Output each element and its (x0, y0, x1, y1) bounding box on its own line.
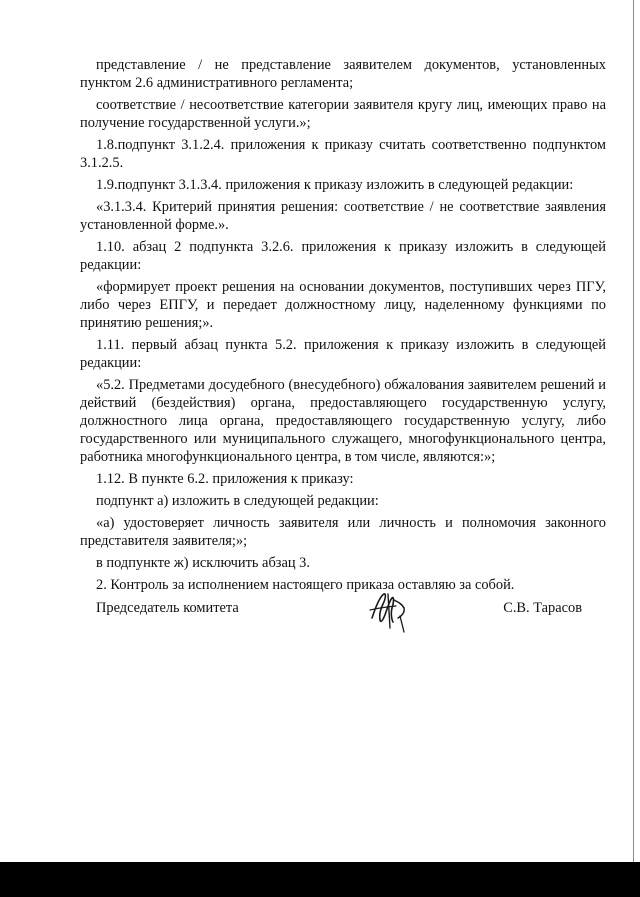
paragraph-5: «3.1.3.4. Критерий принятия решения: соответствие / не соответствие заявления установленной форме.». (80, 199, 606, 233)
paragraph-8: 1.11. первый абзац пункта 5.2. приложения к приказу изложить в следующей редакции: (80, 337, 606, 371)
paragraph-10: 1.12. В пункте 6.2. приложения к приказу: (96, 471, 354, 487)
handwritten-signature-icon (364, 588, 410, 634)
paragraph-13: в подпункте ж) исключить абзац 3. (96, 555, 310, 571)
paragraph-3: 1.8.подпункт 3.1.2.4. приложения к приказу считать соответственно подпунктом 3.1.2.5. (80, 137, 606, 171)
signatory-name: С.В. Тарасов (503, 600, 582, 616)
paragraph-9: «5.2. Предметами досудебного (внесудебного) обжалования заявителем решений и действий (бездействия) органа, предоставляющего государственную услугу, должностного лица органа, предоставляющего государственную услугу, либо государственного или муниципального служащего, многофункционального центра, работника многофункционального центра, в том числе, являются:»; (80, 377, 606, 465)
paragraph-14: 2. Контроль за исполнением настоящего приказа оставляю за собой. (96, 577, 515, 593)
page-edge-line (633, 0, 634, 862)
document-body (80, 56, 606, 598)
paragraph-12: «а) удостоверяет личность заявителя или личность и полномочия законного представителя заявителя;»; (80, 515, 606, 549)
paragraph-11: подпункт а) изложить в следующей редакции: (96, 493, 379, 509)
signatory-role: Председатель комитета (96, 600, 239, 616)
signature-block (96, 588, 582, 636)
scan-bottom-border (0, 862, 640, 897)
paragraph-6: 1.10. абзац 2 подпункта 3.2.6. приложения к приказу изложить в следующей редакции: (80, 239, 606, 273)
paragraph-1: представление / не представление заявителем документов, установленных пунктом 2.6 административного регламента; (80, 57, 606, 91)
paragraph-4: 1.9.подпункт 3.1.3.4. приложения к приказу изложить в следующей редакции: (96, 177, 574, 193)
paragraph-7: «формирует проект решения на основании документов, поступивших через ПГУ, либо через ЕПГУ, и передает должностному лицу, наделенному функциями по принятию решения;». (80, 279, 606, 331)
paragraph-2: соответствие / несоответствие категории заявителя кругу лиц, имеющих право на получение государственной услуги.»; (80, 97, 606, 131)
